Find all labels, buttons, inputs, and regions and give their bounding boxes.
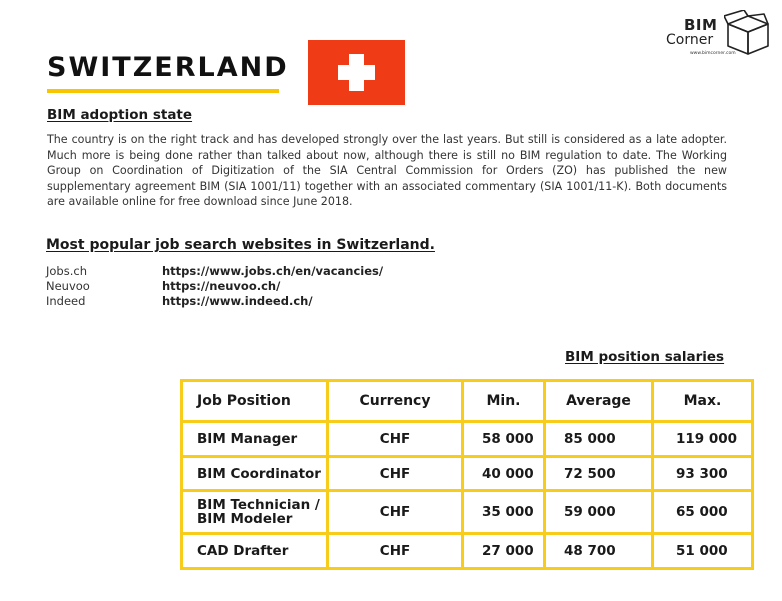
cell-position: BIM Manager bbox=[182, 422, 328, 457]
page-title: SWITZERLAND bbox=[47, 52, 289, 83]
table-row bbox=[182, 534, 753, 569]
cell-currency: CHF bbox=[328, 491, 463, 534]
cell-position: CAD Drafter bbox=[182, 534, 328, 569]
cell-position-line1: BIM Technician / bbox=[197, 497, 320, 513]
open-box-icon bbox=[724, 10, 772, 56]
cell-currency: CHF bbox=[328, 422, 463, 457]
flag-cross-horizontal bbox=[338, 65, 375, 80]
cell-currency: CHF bbox=[328, 457, 463, 491]
logo-url: www.bimcorner.com bbox=[690, 51, 736, 56]
header-average: Average bbox=[545, 381, 653, 422]
table-header-row bbox=[182, 381, 753, 422]
cell-average: 72 500 bbox=[545, 457, 653, 491]
title-underline bbox=[47, 89, 279, 93]
adoption-paragraph: The country is on the right track and has developed strongly over the last years. But still is considered as a late adopter. Much more is being done rather than talked about now, although there is still no BIM regulation to date. The Working Group on Coordination of Digitization of the SIA Central Commission for Orders (ZO) has published the new supplementary agreement BIM (SIA 1001/11) together with an associated commentary (SIA 1001/11-K). Both documents are available online for free download since June 2018. bbox=[47, 133, 727, 209]
table-row bbox=[182, 457, 753, 491]
adoption-heading: BIM adoption state bbox=[47, 107, 193, 123]
table-row bbox=[182, 491, 753, 534]
list-item bbox=[46, 264, 383, 279]
list-item bbox=[46, 279, 383, 294]
logo-text-bim: BIM bbox=[684, 16, 718, 34]
swiss-flag bbox=[308, 40, 405, 105]
cell-average: 85 000 bbox=[545, 422, 653, 457]
cell-min: 58 000 bbox=[463, 422, 545, 457]
list-item bbox=[46, 294, 383, 309]
header-job-position: Job Position bbox=[182, 381, 328, 422]
cell-min: 40 000 bbox=[463, 457, 545, 491]
salary-table bbox=[180, 379, 754, 570]
cell-position: BIM Coordinator bbox=[182, 457, 328, 491]
site-name: Jobs.ch bbox=[46, 264, 87, 278]
header-min: Min. bbox=[463, 381, 545, 422]
cell-max: 65 000 bbox=[653, 491, 753, 534]
cell-position bbox=[182, 491, 328, 534]
cell-average: 59 000 bbox=[545, 491, 653, 534]
cell-currency: CHF bbox=[328, 534, 463, 569]
cell-average: 48 700 bbox=[545, 534, 653, 569]
site-url[interactable]: https://www.indeed.ch/ bbox=[162, 294, 313, 309]
header-currency: Currency bbox=[328, 381, 463, 422]
cell-max: 51 000 bbox=[653, 534, 753, 569]
cell-min: 35 000 bbox=[463, 491, 545, 534]
logo-text-corner: Corner bbox=[666, 32, 714, 48]
site-url[interactable]: https://www.jobs.ch/en/vacancies/ bbox=[162, 264, 384, 278]
table-row bbox=[182, 422, 753, 457]
site-name: Neuvoo bbox=[46, 279, 90, 294]
site-name: Indeed bbox=[46, 294, 86, 309]
job-sites-heading: Most popular job search websites in Switzerland. bbox=[46, 237, 435, 253]
cell-min: 27 000 bbox=[463, 534, 545, 569]
cell-max: 119 000 bbox=[653, 422, 753, 457]
job-sites-list bbox=[46, 264, 383, 310]
site-url[interactable]: https://neuvoo.ch/ bbox=[162, 279, 281, 294]
bim-corner-logo bbox=[664, 10, 774, 62]
salaries-heading: BIM position salaries bbox=[565, 349, 725, 365]
cell-position-line2: BIM Modeler bbox=[197, 511, 293, 527]
cell-max: 93 300 bbox=[653, 457, 753, 491]
header-max: Max. bbox=[653, 381, 753, 422]
